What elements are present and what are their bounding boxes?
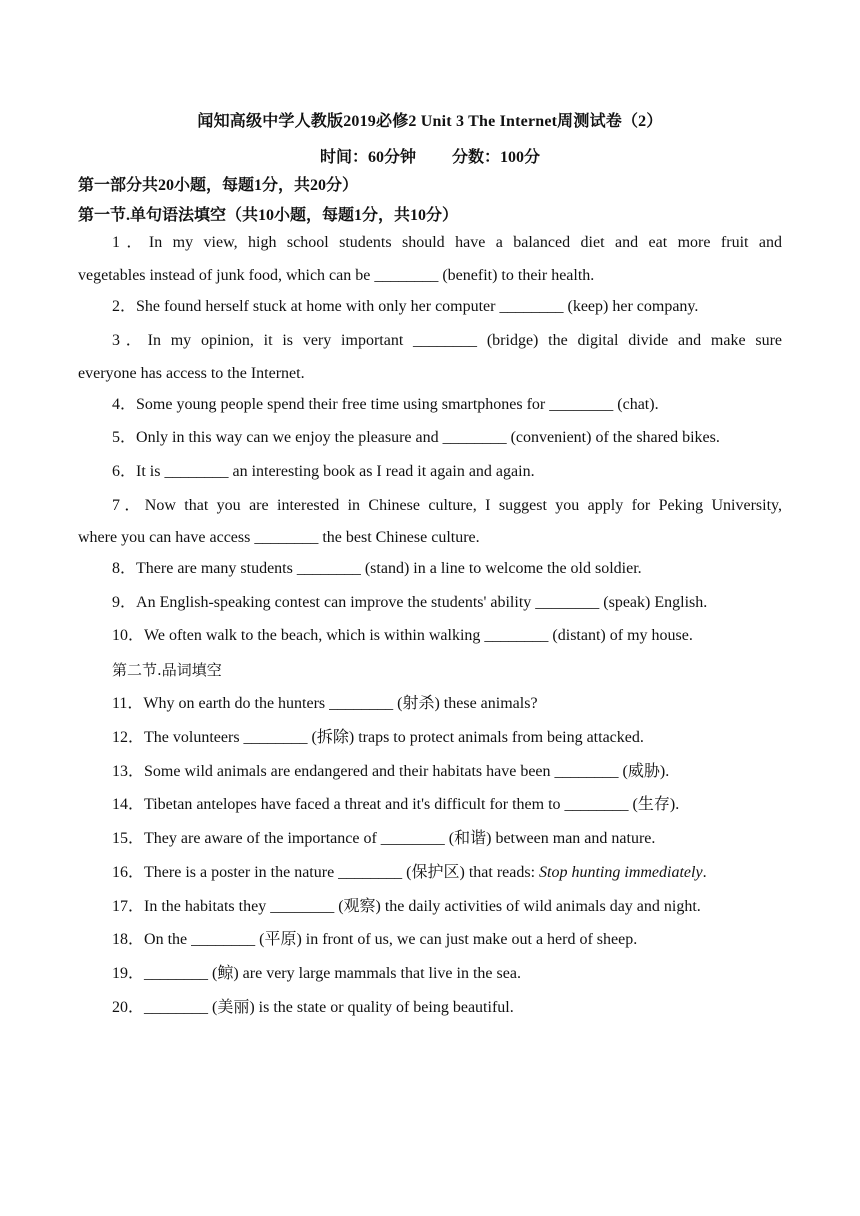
question-text: An English-speaking contest can improve the students' ability ________ (speak) English. (136, 594, 708, 611)
question-number: 1． (112, 234, 149, 251)
question-text: Tibetan antelopes have faced a threat and it's difficult for them to ________ (生存). (144, 796, 680, 813)
question-7-continuation: where you can have access ________ the best Chinese culture. (78, 529, 480, 546)
question-text: In my opinion, it is very important ________ (bridge) the digital divide and make sure (147, 332, 782, 349)
question-1-continuation: vegetables instead of junk food, which can be ________ (benefit) to their health. (78, 267, 595, 284)
question-3-continuation: everyone has access to the Internet. (78, 365, 305, 382)
question-number: 5． (112, 429, 137, 446)
question-15 (112, 828, 782, 850)
question-4 (112, 394, 782, 416)
question-text: Why on earth do the hunters ________ (射杀) these animals? (143, 695, 538, 712)
question-text: In the habitats they ________ (观察) the daily activities of wild animals day and night. (144, 898, 701, 915)
question-number: 19． (112, 965, 145, 982)
question-text: We often walk to the beach, which is within walking ________ (distant) of my house. (144, 627, 693, 644)
question-number: 10． (112, 627, 145, 644)
question-number: 7． (112, 497, 145, 514)
question-text: Now that you are interested in Chinese culture, I suggest you apply for Peking University, (144, 497, 782, 514)
question-19 (112, 963, 782, 985)
question-text: It is ________ an interesting book as I read it again and again. (136, 463, 535, 480)
question-18 (112, 929, 782, 951)
poster-slogan: Stop hunting immediately (539, 864, 703, 881)
question-number: 9． (112, 594, 137, 611)
question-6 (112, 461, 782, 483)
question-text: ________ (鲸) are very large mammals that live in the sea. (144, 965, 521, 982)
question-number: 13． (112, 763, 145, 780)
question-text: ________ (美丽) is the state or quality of being beautiful. (144, 999, 514, 1016)
question-number: 16． (112, 864, 145, 881)
question-number: 2． (112, 298, 137, 315)
question-text: In my view, high school students should have a balanced diet and eat more fruit and (148, 234, 782, 251)
question-number: 17． (112, 898, 145, 915)
question-number: 20． (112, 999, 145, 1016)
section1-heading: 第一节.单句语法填空（共10小题，每题1分，共10分） (78, 207, 459, 224)
question-text: They are aware of the importance of ________ (和谐) between man and nature. (144, 830, 656, 847)
question-number: 14． (112, 796, 145, 813)
question-7 (112, 495, 782, 517)
question-20 (112, 997, 782, 1019)
question-number: 8． (112, 560, 137, 577)
question-text: On the ________ (平原) in front of us, we can just make out a herd of sheep. (144, 931, 638, 948)
question-2 (112, 296, 782, 318)
question-number: 12． (112, 729, 145, 746)
time-limit: 时间：60分钟 (319, 149, 416, 166)
page-title: 闻知高级中学人教版2019必修2 Unit 3 The Internet周测试卷（2） (197, 113, 663, 130)
question-13 (112, 761, 782, 783)
question-9 (112, 592, 782, 614)
question-14 (112, 794, 782, 816)
question-number: 18． (112, 931, 145, 948)
question-text: There are many students ________ (stand) in a line to welcome the old soldier. (136, 560, 642, 577)
question-17 (112, 896, 782, 918)
question-12 (112, 727, 782, 749)
question-text: She found herself stuck at home with only her computer ________ (keep) her company. (136, 298, 699, 315)
question-text: The volunteers ________ (拆除) traps to protect animals from being attacked. (144, 729, 644, 746)
exam-info (0, 144, 860, 167)
question-11 (112, 693, 782, 715)
section2-heading: 第二节.品词填空 (112, 661, 222, 679)
part1-heading: 第一部分共20小题，每题1分，共20分） (78, 177, 359, 194)
question-number: 11． (112, 695, 144, 712)
question-10 (112, 625, 782, 647)
question-number: 3． (112, 332, 148, 349)
question-number: 4． (112, 396, 137, 413)
question-text: Some young people spend their free time using smartphones for ________ (chat). (136, 396, 659, 413)
question-5 (112, 427, 782, 449)
question-text: Only in this way can we enjoy the pleasure and ________ (convenient) of the shared bikes. (136, 429, 720, 446)
question-text: There is a poster in the nature ________ (保护区) that reads: (144, 864, 540, 881)
question-3 (112, 330, 782, 352)
question-text: Some wild animals are endangered and their habitats have been ________ (威胁). (144, 763, 670, 780)
question-1 (112, 232, 782, 254)
question-number: 15． (112, 830, 145, 847)
total-score: 分数：100分 (452, 149, 541, 166)
question-8 (112, 558, 782, 580)
question-16 (112, 862, 782, 884)
question-tail: . (702, 864, 707, 881)
question-number: 6． (112, 463, 137, 480)
